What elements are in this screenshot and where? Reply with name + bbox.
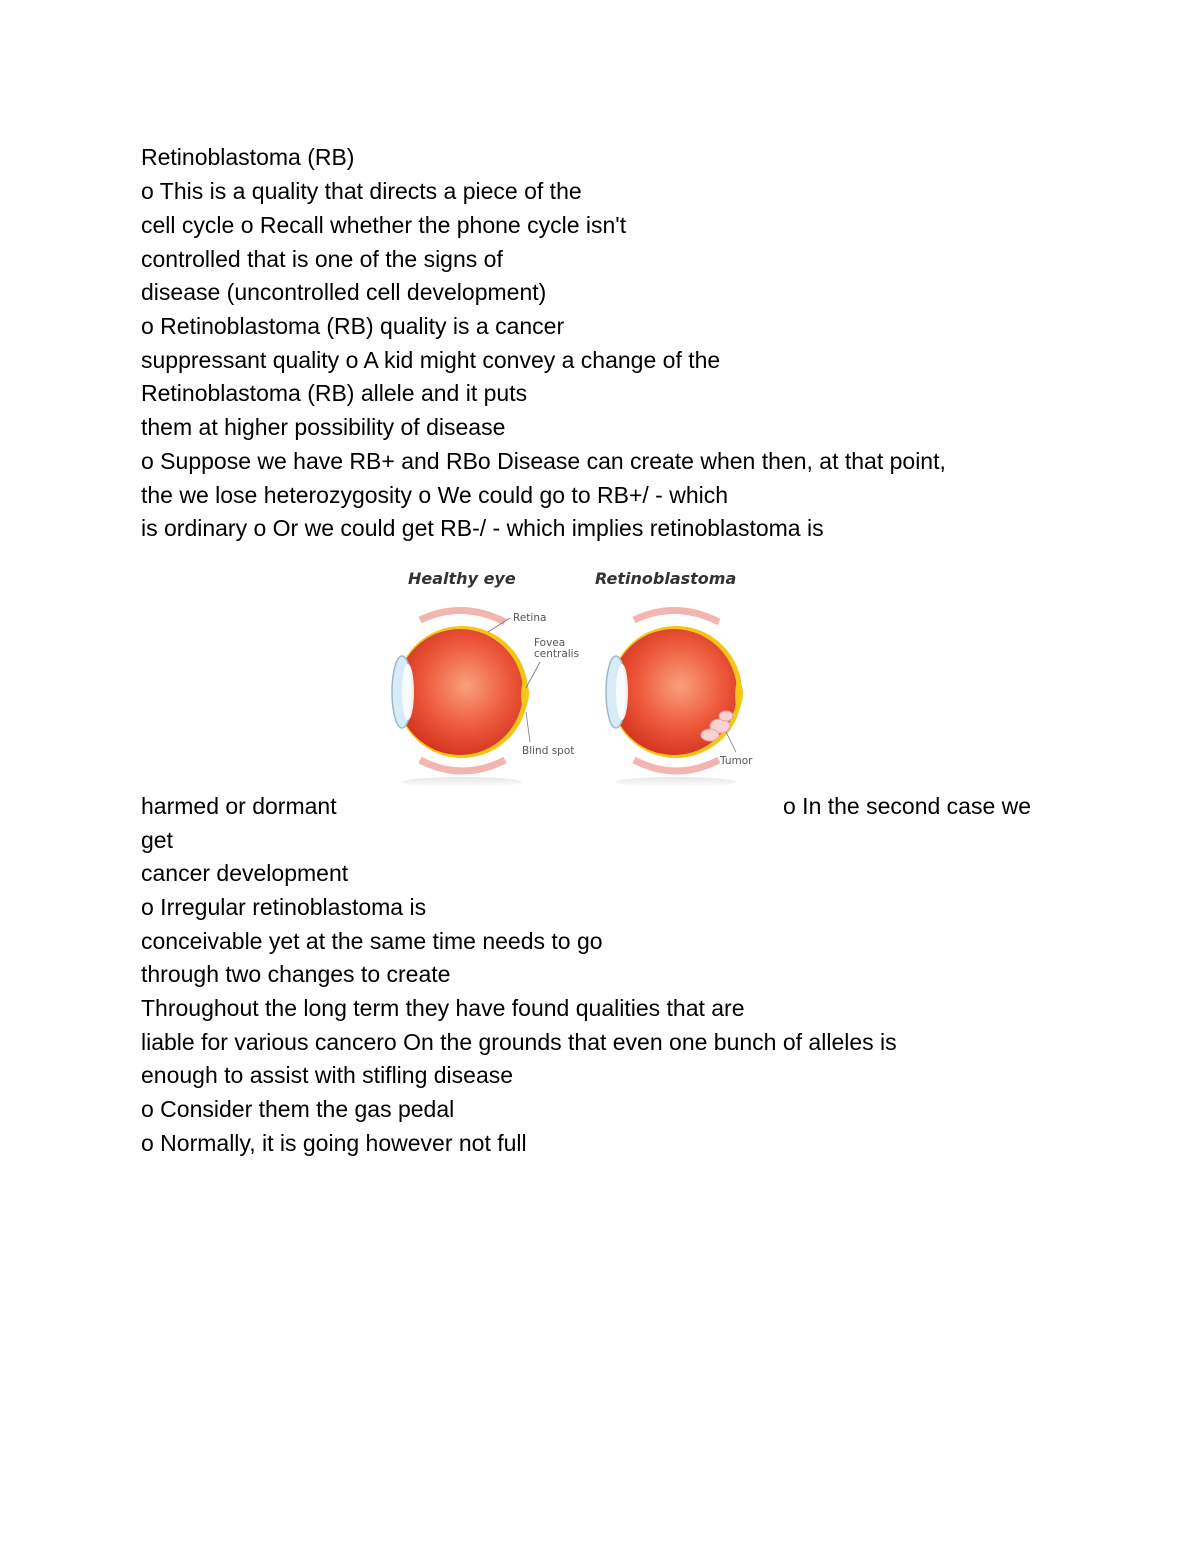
text-line: through two changes to create (141, 961, 451, 987)
text-line: suppressant quality o A kid might convey a change of the (141, 347, 721, 373)
text-line: the we lose heterozygosity o We could go to RB+/ - which (141, 482, 729, 508)
text-line: them at higher possibility of disease (141, 414, 506, 440)
text-line: conceivable yet at the same time needs to go (141, 928, 603, 954)
text-line: disease (uncontrolled cell development) (141, 279, 547, 305)
eye-shadow (402, 777, 522, 787)
upper-eyelid (634, 610, 719, 622)
text-line: harmed or dormant (141, 793, 337, 819)
eye-comparison-figure (380, 560, 760, 792)
text-line: enough to assist with stifling disease (141, 1062, 514, 1088)
text-line: Retinoblastoma (RB) allele and it puts (141, 380, 528, 406)
retinoblastoma-eye-illustration (606, 610, 753, 787)
text-line: o Consider them the gas pedal (141, 1096, 455, 1122)
text-line: cancer development (141, 860, 349, 886)
text-line: o Normally, it is going however not full (141, 1130, 527, 1156)
heading-line: Retinoblastoma (RB) (141, 144, 355, 170)
text-line-right: o In the second case we (783, 793, 1032, 819)
text-line: Throughout the long term they have found qualities that are (141, 995, 745, 1021)
text-line: liable for various cancero On the grounds that even one bunch of alleles is (141, 1029, 897, 1055)
eye-shadow (616, 777, 736, 787)
lens (616, 664, 628, 720)
text-line: cell cycle o Recall whether the phone cycle isn't (141, 212, 627, 238)
text-line: o Retinoblastoma (RB) quality is a cancer (141, 313, 565, 339)
text-line: is ordinary o Or we could get RB-/ - which implies retinoblastoma is (141, 515, 824, 541)
upper-eyelid (420, 610, 505, 622)
text-line: o Irregular retinoblastoma is (141, 894, 427, 920)
eyeball (397, 629, 523, 755)
text-line: o This is a quality that directs a piece of the (141, 178, 582, 204)
text-line: o Suppose we have RB+ and RBo Disease can create when then, at that point, (141, 448, 946, 474)
retinoblastoma-title: Retinoblastoma (595, 569, 737, 588)
lower-eyelid (420, 760, 505, 771)
healthy-eye-illustration (392, 610, 579, 787)
text-line: controlled that is one of the signs of (141, 246, 503, 272)
retina-label: Retina (513, 612, 547, 624)
tumor-label: Tumor (720, 755, 753, 767)
fovea-label-line1: Fovea (534, 637, 566, 649)
healthy-eye-title: Healthy eye (408, 569, 516, 588)
fovea-label-line2: centralis (534, 648, 580, 660)
blind-spot-label: Blind spot (522, 745, 575, 757)
text-line: get (141, 827, 173, 853)
lens (402, 664, 414, 720)
lower-eyelid (634, 760, 719, 771)
